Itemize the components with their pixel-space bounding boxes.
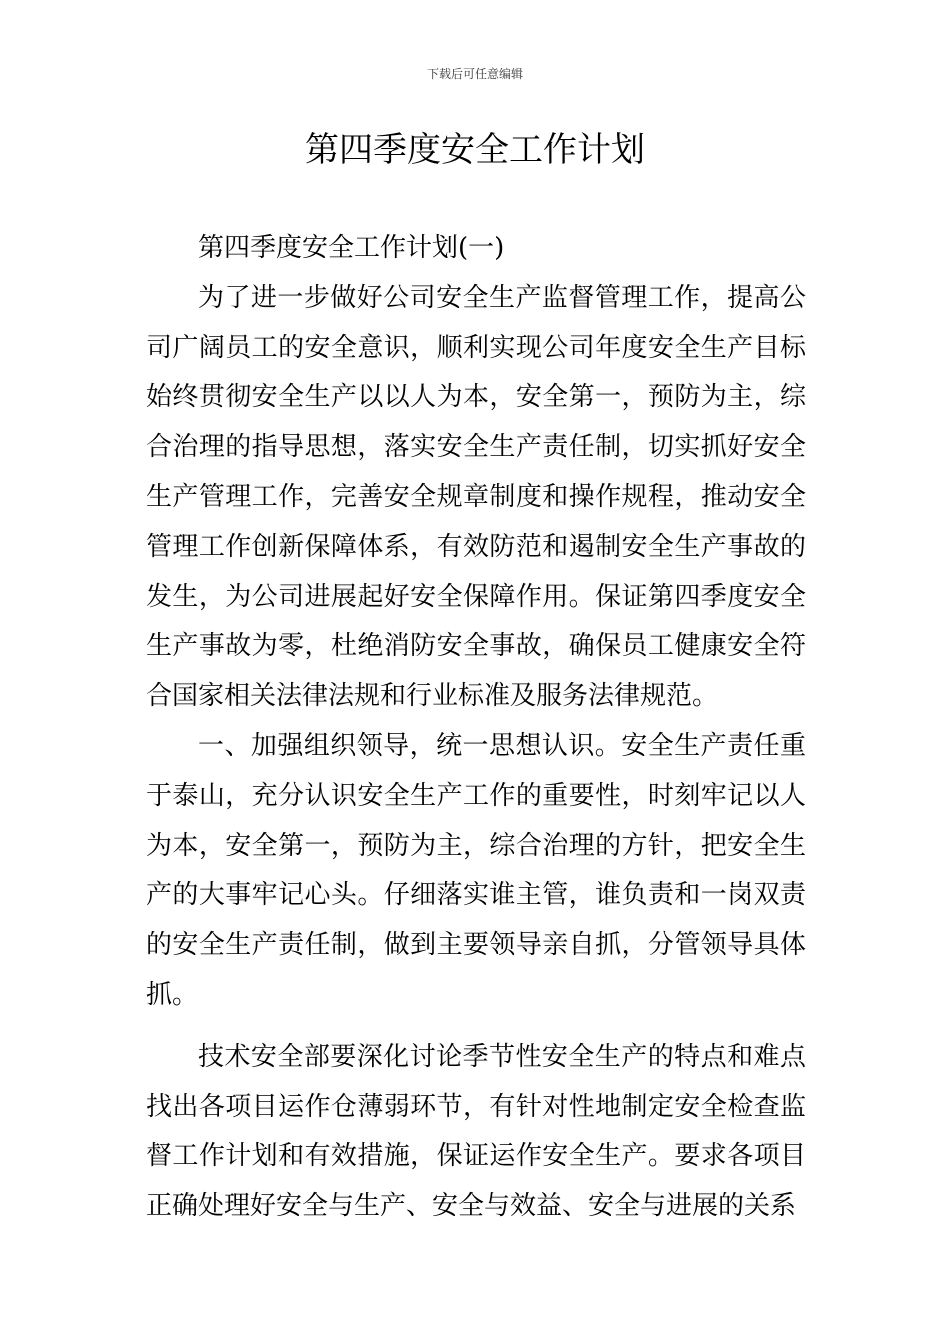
document-title: 第四季度安全工作计划 <box>305 130 645 170</box>
paragraph-organization: 一、加强组织领导，统一思想认识。安全生产责任重于泰山，充分认识安全生产工作的重要性，时刻牢记以人为本，安全第一，预防为主，综合治理的方针，把安全生产的大事牢记心头。仔细落实谁主管，谁负责和一岗双责的安全生产责任制，做到主要领导亲自抓，分管领导具体抓。 <box>146 730 806 1010</box>
paragraph-technical-safety: 技术安全部要深化讨论季节性安全生产的特点和难点找出各项目运作仓薄弱环节，有针对性地制定安全检查监督工作计划和有效措施，保证运作安全生产。要求各项目正确处理好安全与生产、安全与效益、安全与进展的关系 <box>146 1041 806 1222</box>
header-note: 下载后可任意编辑 <box>426 67 523 81</box>
document-body <box>146 224 806 1232</box>
paragraph-intro: 为了进一步做好公司安全生产监督管理工作，提高公司广阔员工的安全意识，顺利实现公司年度安全生产目标始终贯彻安全生产以以人为本，安全第一，预防为主，综合治理的指导思想，落实安全生产责任制，切实抓好安全生产管理工作，完善安全规章制度和操作规程，推动安全管理工作创新保障体系，有效防范和遏制安全生产事故的发生，为公司进展起好安全保障作用。保证第四季度安全生产事故为零，杜绝消防安全事故，确保员工健康安全符合国家相关法律法规和行业标准及服务法律规范。 <box>146 282 806 712</box>
section-subheading: 第四季度安全工作计划(一) <box>198 233 505 263</box>
